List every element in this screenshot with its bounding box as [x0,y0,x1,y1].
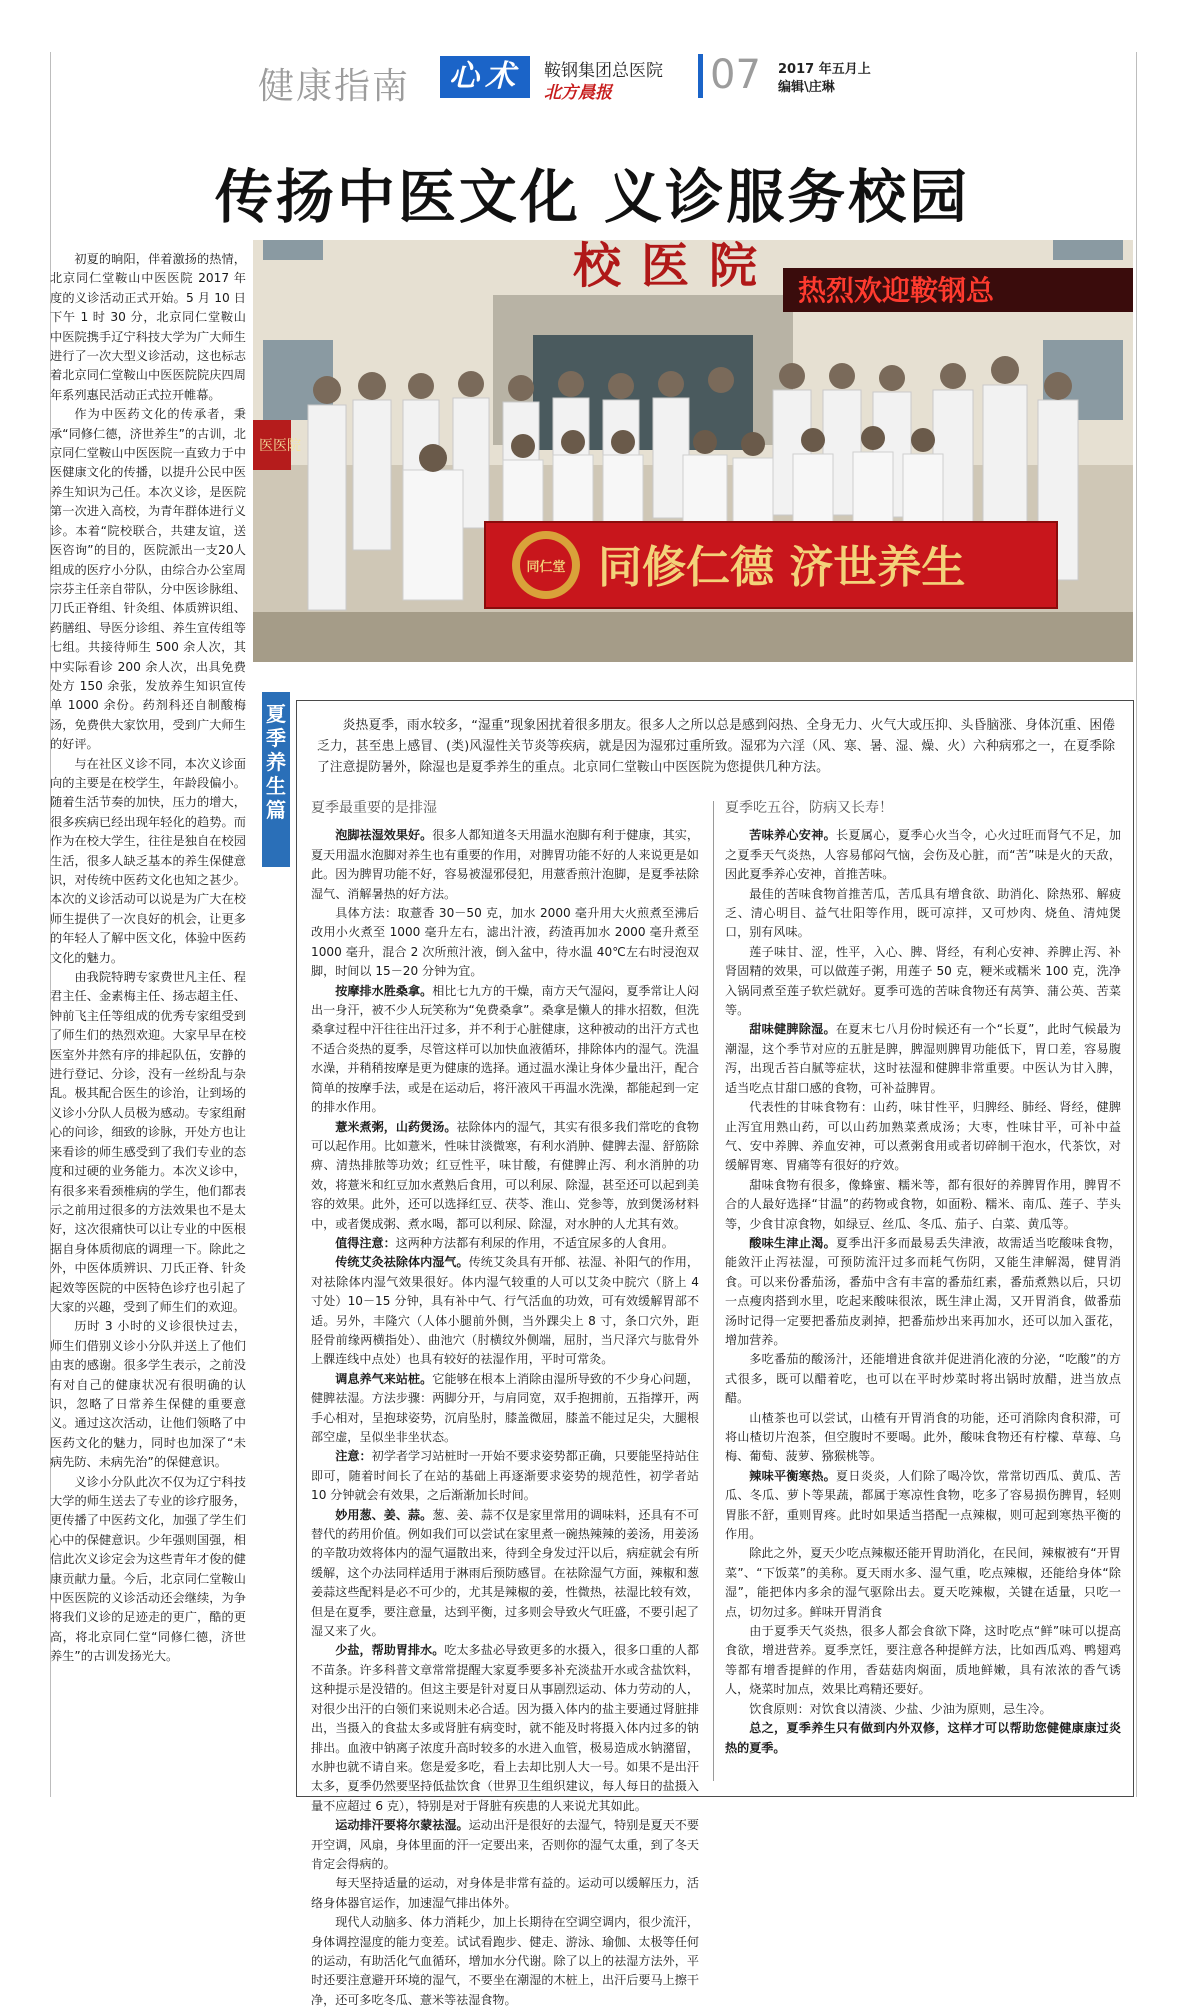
paragraph-body: 每天坚持适量的运动，对身体是非常有益的。运动可以缓解压力，活络身体器官运作，加速湿气排出体外。 [311,1876,699,1910]
summer-paragraph [725,1700,1121,1719]
summer-paragraph [311,1506,699,1642]
summer-paragraph [725,1020,1121,1098]
paragraph-lead: 泡脚祛湿效果好。 [335,828,433,843]
paragraph-body: 吃太多盐必导致更多的水摄入，很多口重的人都不苗条。许多科普文章常常提醒大家夏季要多补充淡盐开水或含盐饮料，这种提示是没错的。但这主要是针对夏日从事剧烈运动、体力劳动的人，对很少出汗的白领们来说则未必合适。因为摄入体内的盐主要通过肾脏排出，当摄入的食盐太多或肾脏有病变时，就不能及时将摄入体内过多的钠排出。血液中钠离子浓度升高时较多的水进入血管，极易造成水钠潴留，水肿也就不请自来。您是爱多吃，看上去却比别人大一号。如果不是出汗太多，夏季仍然要坚持低盐饮食（世界卫生组织建议，每人每日的盐摄入量不应超过 6 克），特别是对于肾脏有疾患的人来说尤其如此。 [311,1643,699,1813]
masthead-divider [698,54,703,98]
paragraph-lead: 辣味平衡寒热。 [749,1468,837,1483]
paragraph-body: 很多人都知道冬天用温水泡脚有利于健康，其实，夏天用温水泡脚对养生也有重要的作用，对脾胃功能不好的人来说更是如此。因为脾胃功能不好，容易被湿邪侵犯，用薏香煎汁泡脚，是夏季祛除湿气、消解暑热的好方法。 [311,828,699,901]
summer-right-heading: 夏季吃五谷，防病又长寿！ [725,800,893,816]
news-paragraph: 义诊小分队此次不仅为辽宁科技大学的师生送去了专业的诊疗服务，更传播了中医药文化，加强了学生们心中的保健意识。少年强则国强，相信此次义诊定会为这些青年才俊的健康贡献力量。今后，北京同仁堂鞍山中医医院的义诊活动还会继续，为争将我们义诊的足迹走的更广，酷的更高，将北京同仁堂“同修仁德，济世养生”的古训发扬光大。 [50,1474,246,1664]
paragraph-body: 相比七九方的干燥，南方天气湿闷，夏季常让人闷出一身汗，被不少人玩笑称为“免费桑拿”。桑拿是懒人的排水招数，但洗桑拿过程中汗往往出汗过多，并不利于心脏健康，这种被动的出汗方式也不适合炎热的夏季，尽管这样可以加快血液循环，排除体内的湿气。洗温水澡，并稍稍按摩是更为健康的选择。通过温水澡让身体少量出汗，配合简单的按摩手法，或是在运动后，将汗液风干再温水洗澡，都能起到一定的排水作用。 [311,983,699,1115]
news-paragraph: 初夏的晌阳，伴着激扬的热情，北京同仁堂鞍山中医医院 2017 年度的义诊活动正式开始。5 月 10 日下午 1 时 30 分，北京同仁堂鞍山中医院携手辽宁科技大学为广大师生进行了一次大型义诊活动，这也标志着北京同仁堂鞍山中医医院院庆四周年系列惠民活动正式拉开帷幕。 [50,252,246,402]
paragraph-lead: 酸味生津止渴。 [749,1235,837,1250]
news-paragraph: 由我院特聘专家费世凡主任、程君主任、金素梅主任、扬志超主任、钟前飞主任等组成的优秀专家组受到了师生们的热烈欢迎。大家早早在校医室外井然有序的排起队伍，安静的进行登记、分诊，没有一丝纷乱与杂乱。极其配合医生的诊治，让到场的义诊小分队人员极为感动。专家组耐心的问诊，细致的诊脉，开处方也让来看诊的师生感受到了我们专业的态度和过硬的业务能力。本次义诊中，有很多来看颈椎病的学生，他们都表示之前用过很多的方法效果也不是太好，这次很痛快可以让专业的中医根据自身体质彻底的调理一下。除此之外，中医体质辨识、刀氏正脊、针灸起效等医院的中医特色诊疗也引起了大家的兴趣，受到了师生们的欢迎。 [50,970,246,1314]
summer-section-label: 夏季养生篇 [262,692,290,867]
summer-paragraph [311,1447,699,1505]
summer-paragraph [311,1253,699,1369]
paragraph-lead: 薏米煮粥，山药煲汤。 [335,1119,457,1134]
paragraph-lead: 按摩排水胜桑拿。 [335,983,433,998]
paragraph-body: 它能够在根本上消除由湿所导致的不少身心问题，健脾祛湿。方法步骤：两脚分开，与肩同宽，双手抱拥前，五指撑开，两手心相对，呈抱球姿势，沉肩坠肘，膝盖微屈，膝盖不能过足尖，大腿根部空虚，呈似坐非坐状态。 [311,1371,699,1444]
group-photo-illustration [253,240,1133,662]
masthead [50,52,1135,107]
summer-paragraph [311,1874,699,1913]
page-number: 07 [710,52,761,98]
paragraph-lead: 妙用葱、姜、蒜。 [335,1507,433,1522]
paragraph-lead: 传统艾灸祛除体内湿气。 [335,1255,469,1270]
issue-date: 2017 年五月上 [778,62,871,77]
paragraph-body: 总之，夏季养生只有做到内外双修，这样才可以帮助您健健康康过炎热的夏季。 [725,1721,1121,1755]
paragraph-body: 山楂茶也可以尝试，山楂有开胃消食的功能，还可消除肉食积滞，可将山楂切片泡茶，但空腹时不要喝。此外，酸味食物还有柠檬、草莓、乌梅、葡萄、菠萝、猕猴桃等。 [725,1410,1121,1464]
column-logo: 心术 [440,56,530,98]
paragraph-lead: 值得注意： [335,1235,396,1250]
paragraph-body: 代表性的甘味食物有：山药，味甘性平，归脾经、肺经、肾经，健脾止泻宜用熟山药，可以山药加熟菜煮成汤；大枣，性味甘平，可补中益气、安中养脾、养血安神，可以煮粥食用或者切碎制干泡水，代茶饮，对缓解胃寒、胃痛等有很好的疗效。 [725,1100,1121,1173]
paragraph-body: 运动出汗是很好的去湿气，特别是夏天不要开空调，风扇，身体里面的汗一定要出来，否则你的湿气太重，到了冬天肯定会得病的。 [311,1818,699,1871]
paragraph-body: 多吃番茄的酸汤汁，还能增进食欲并促进消化液的分泌，“吃酸”的方式很多，既可以醋着吃，也可以在平时炒菜时将出锅时放醋，进当放点醋。 [725,1352,1121,1406]
summer-paragraph [311,1913,699,2010]
summer-paragraph [311,982,699,1118]
paragraph-body: 初学者学习站桩时一开始不要求姿势都正确，只要能坚持站住即可，随着时间长了在站的基础上再逐渐要求姿势的规范性，初学者站 10 分钟就会有效果，之后渐渐加长时间。 [311,1449,699,1503]
paragraph-body: 在夏末七八月份时候还有一个“长夏”，此时气候最为潮湿，这个季节对应的五脏是脾，脾湿则脾胃功能低下，胃口差，容易腹泻，出现舌苔白腻等症状，这时祛湿和健脾非常重要。中医认为甘入脾，适当吃点甘甜口感的食物，可补益脾胃。 [725,1022,1121,1095]
paragraph-body: 饮食原则：对饮食以清淡、少盐、少油为原则，忌生冷。 [749,1701,1052,1716]
paragraph-lead: 注意： [335,1449,372,1464]
banner-slogan: 同修仁德 济世养生 [598,542,966,593]
paragraph-lead: 苦味养心安神。 [749,828,837,843]
summer-paragraph [725,943,1121,1021]
paragraph-body: 长夏属心，夏季心火当令，心火过旺而肾气不足，加之夏季天气炎热，人容易郁闷气恼，会伤及心脏，而“苦”味是火的天敌，因此夏季养心安神，首推苦味。 [725,828,1121,882]
summer-paragraph [311,1370,699,1448]
paragraph-body: 莲子味甘、涩，性平，入心、脾、肾经，有利心安神、养脾止泻、补肾固精的效果，可以做莲子粥，用莲子 50 克，粳米或糯米 100 克，洗净入锅同煮至莲子软烂就好。夏季可选的苦味食物还有莴笋、蒲公英、苦菜等。 [725,944,1121,1018]
summer-paragraph [725,1098,1121,1176]
left-sign-text: 医医院 [259,438,301,454]
summer-paragraph [311,1816,699,1874]
summer-paragraph [311,1234,699,1253]
summer-paragraph [725,1544,1121,1622]
page-headline: 传扬中医文化 义诊服务校园 [214,163,971,231]
paragraph-body: 这两种方法都有利尿的作用，不适宜尿多的人食用。 [395,1235,674,1250]
news-column [50,250,246,1795]
summer-paragraph [311,904,699,982]
editor-credit: 编辑\庄琳 [778,80,835,95]
summer-paragraph [725,1622,1121,1700]
building-sign: 校医院 [573,238,778,294]
paragraph-body: 传统艾灸具有开郁、祛湿、补阳气的作用，对祛除体内湿气效果很好。体内湿气较重的人可以艾灸中脘穴（脐上 4 寸处）10－15 分钟，具有补中气、行气活血的功效，可有效缓解胃部不适。另外，丰隆穴（人体小腿前外侧，当外踝尖上 8 寸，条口穴外，距胫骨前缘两横指处）、曲池穴（肘横纹外侧端，屈肘，当尺泽穴与肱骨外上髁连线中点处）也具有较好的祛湿作用，平时可常灸。 [311,1255,699,1367]
paragraph-body: 现代人动脑多、体力消耗少，加上长期待在空调空调内，很少流汗，身体调控湿度的能力变差。试试看跑步、健走、游泳、瑜伽、太极等任何的运动，有助活化气血循环，增加水分代谢。除了以上的祛湿方法外，平时还要注意避开环境的湿气，不要坐在潮湿的木桩上，出汗后要马上擦干净，还可多吃冬瓜、薏米等祛湿食物。 [311,1915,699,2007]
paragraph-lead: 运动排汗要将尔蒙祛湿。 [335,1818,469,1833]
paragraph-body: 夏日炎炎，人们除了喝冷饮，常常切西瓜、黄瓜、苦瓜、冬瓜、萝卜等果蔬，都属于寒凉性食物，吃多了容易损伤脾胃，轻则胃胀不舒，重则胃疼。此时如果适当搭配一点辣椒，则可起到寒热平衡的作用。 [725,1468,1121,1542]
summer-intro: 炎热夏季，雨水较多，“湿重”现象困扰着很多朋友。很多人之所以总是感到闷热、全身无力、火气大或压抑、头昏脑涨、身体沉重、困倦乏力，甚至患上感冒、(类)风湿性关节炎等疾病，就是因为湿邪过重所致。湿邪为六淫（风、寒、暑、湿、燥、火）六种病邪之一，在夏季除了注意提防暑外，除湿也是夏季养生的重点。北京同仁堂鞍山中医医院为您提供几种方法。 [317,718,1115,775]
column-divider [713,801,714,1781]
summer-paragraph [725,1350,1121,1408]
news-paragraph: 作为中医药文化的传承者，秉承“同修仁德，济世养生”的古训，北京同仁堂鞍山中医医院一直致力于中医健康文化的传播，以提升公民中医养生知识为己任。本次义诊，是医院第一次进入高校，为青年群体进行义诊。本着“院校联合，共建友谊，送医咨询”的目的，医院派出一支20人组成的医疗小分队，由综合办公室周宗芬主任亲自带队，分中医诊脉组、刀氏正脊组、针灸组、体质辨识组、药膳组、导医分诊组、养生宣传组等七组。共接待师生 500 余人次，其中实际看诊 200 余人次，出具免费处方 150 余张，发放养生知识宣传单 1000 余份。药剂科还自制酸梅汤，免费供大家饮用，受到广大师生的好评。 [50,407,246,752]
paragraph-body: 具体方法：取薏香 30－50 克，加水 2000 毫升用大火煎煮至沸后改用小火煮至 1000 毫升左右，滤出汁液，药渣再加水 2000 毫升煮至 1000 毫升，混合 2 次所煎汁液，倒入盆中，待水温 40℃左右时浸泡双脚，时间以 15－20 分钟为宜。 [311,906,699,979]
summer-right-column [725,793,1121,1783]
summer-left-column [311,793,699,2007]
paragraph-lead: 少盐，帮助胃排水。 [335,1643,445,1658]
summer-paragraph [725,826,1121,884]
news-paragraph: 与在社区义诊不同，本次义诊面向的主要是在校学生，年龄段偏小。随着生活节奏的加快，压力的增大，很多疾病已经出现年轻化的趋势。而作为在校大学生，往往是独自在校园生活，很多人缺乏基本的养生保健意识，对传统中医药文化也知之甚少。本次的义诊活动可以说是为广大在校师生提供了一次良好的机会，让更多的年轻人了解中医文化，体验中医药文化的魅力。 [50,756,246,965]
summer-health-box [296,700,1134,2007]
paragraph-body: 夏季出汗多而最易丢失津液，故需适当吃酸味食物，能敛汗止泻祛湿，可预防流汗过多而耗气伤阴，又能生津解渴，健胃消食。可以来份番茄汤，番茄中含有丰富的番茄红素，番茄煮熟以后，只切一点瘦肉搭到水里，吃起来酸味很浓，既生津止渴，又开胃消食，做番茄汤时记得一定要把番茄皮剥掉，把番茄炒出来再加水，还可以加入蛋花，增加营养。 [725,1235,1121,1347]
paragraph-lead: 调息养气来站桩。 [335,1371,433,1386]
paragraph-body: 葱、姜、蒜不仅是家里常用的调味料，还具有不可替代的药用价值。例如我们可以尝试在家里煮一碗热辣辣的姜汤，用姜汤的辛散功效将体内的湿气逼散出来，待到全身发过汗以后，病症就会有所缓解，这个办法同样适用于淋雨后预防感冒。在祛除湿气方面，辣椒和葱姜蒜这些配料是必不可少的，尤其是辣椒的姜，性微热，祛湿比较有效，但是在夏季，要注意量，达到平衡，过多则会导致火气旺盛，不要引起了湿又来了火。 [311,1507,699,1639]
group-photo [253,240,1133,662]
summer-paragraph [725,1234,1121,1350]
summer-paragraph [311,1118,699,1234]
paragraph-body: 除此之外，夏天少吃点辣椒还能开胃助消化，在民间，辣椒被有“开胃菜”、“下饭菜”的美称。夏天雨水多、湿气重，吃点辣椒，还能给身体“除湿”，能把体内多余的湿气驱除出去。夏天吃辣椒，关键在适量，只吃一点，切勿过多。鲜味开胃消食 [725,1546,1121,1619]
banner-logo-text: 同仁堂 [526,560,566,575]
hospital-name: 鞍钢集团总医院 [544,61,663,81]
summer-paragraph [725,1176,1121,1234]
led-banner-text: 热烈欢迎鞍钢总 [798,274,995,307]
paragraph-body: 最佳的苦味食物首推苦瓜，苦瓜具有增食欲、助消化、除热邪、解疲乏、清心明目、益气壮阳等作用，既可凉拌，又可炒肉、烧鱼、清炖煲口，别有风味。 [725,886,1121,940]
newspaper-brand: 北方晨报 [544,83,612,103]
summer-left-heading: 夏季最重要的是排湿 [311,800,437,816]
paragraph-body: 甜味食物有很多，像蜂蜜、糯米等，都有很好的养脾胃作用，脾胃不合的人最好选择“甘温”的药物或食物，如面粉、糯米、南瓜、莲子、芋头等，少食甘凉食物，如绿豆、丝瓜、冬瓜、茄子、白菜、黄瓜等。 [725,1177,1121,1231]
summer-paragraph [725,1409,1121,1467]
summer-paragraph [311,826,699,904]
paragraph-lead: 甜味健脾除湿。 [749,1022,836,1037]
summer-paragraph [725,1467,1121,1545]
summer-paragraph [725,885,1121,943]
summer-paragraph [311,1641,699,1816]
section-name: 健康指南 [258,66,411,107]
paragraph-body: 祛除体内的湿气，其实有很多我们常吃的食物可以起作用。比如薏米，性味甘淡微寒，有利水消肿、健脾去湿、舒筋除痹、清热排脓等功效；红豆性平，味甘酸，有健脾止泻、利水消肿的功效，将薏米和红豆加水煮熟后食用，可以利尿、除湿，甚至还可以起到美容的效果。此外，还可以选择红豆、茯苓、淮山、党参等，放到煲汤材料中，或者煲成粥、煮水喝，都可以利尿、除湿，对水肿的人尤其有效。 [311,1119,699,1231]
news-paragraph: 历时 3 小时的义诊很快过去，师生们借别义诊小分队并送上了他们由衷的感谢。很多学生表示，之前没有对自己的健康状况有很明确的认识，忽略了日常养生保健的重要意义。通过这次活动，让他们领略了中医药文化的魅力，同时也加深了“未病先防、未病先治”的保健意识。 [50,1319,246,1470]
paragraph-body: 由于夏季天气炎热，很多人都会食欲下降，这时吃点“鲜”味可以提高食欲，增进营养。夏季烹饪，要注意各种提鲜方法，比如西瓜鸡、鸭翅鸡等都有增香提鲜的作用，香菇菇肉焖面，质地鲜嫩，具有浓浓的香气诱人，烧菜时加点，效果比鸡精还要好。 [725,1624,1121,1697]
summer-paragraph [725,1719,1121,1758]
